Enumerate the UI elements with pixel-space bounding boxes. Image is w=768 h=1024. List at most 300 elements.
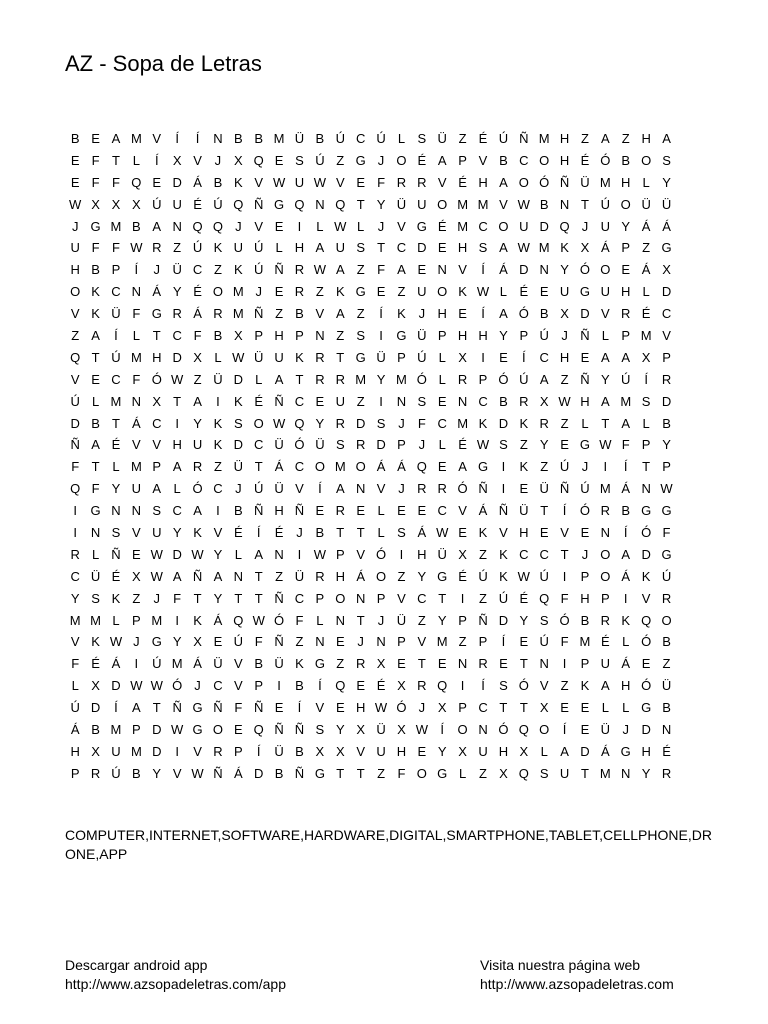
grid-letter: A	[111, 131, 121, 146]
grid-letter: R	[600, 503, 611, 519]
grid-letter: D	[111, 678, 121, 694]
grid-row	[65, 588, 705, 610]
grid-letter: I	[460, 678, 465, 694]
grid-letter: M	[396, 371, 407, 387]
grid-letter: B	[274, 765, 284, 781]
grid-letter: T	[601, 415, 610, 431]
grid-letter: W	[599, 437, 612, 453]
grid-letter: R	[600, 612, 611, 628]
grid-letter: V	[397, 590, 406, 606]
grid-letter: V	[641, 590, 651, 606]
grid-letter: H	[274, 328, 284, 344]
grid-letter: A	[662, 131, 671, 146]
grid-letter: W	[171, 371, 184, 387]
grid-letter: Ó	[274, 612, 285, 628]
grid-letter: X	[539, 700, 549, 716]
grid-letter: Z	[213, 262, 222, 278]
grid-letter: D	[519, 262, 529, 278]
grid-letter: E	[376, 284, 386, 300]
grid-letter: R	[335, 415, 345, 431]
grid-letter: N	[355, 590, 366, 606]
grid-letter: Y	[662, 437, 671, 453]
grid-letter: Ú	[621, 371, 631, 387]
grid-letter: M	[579, 634, 591, 650]
grid-letter: W	[191, 546, 204, 562]
grid-letter: X	[539, 393, 549, 409]
grid-letter: G	[90, 218, 101, 234]
grid-letter: É	[193, 196, 202, 212]
grid-letter: Ñ	[213, 765, 223, 781]
grid-letter: Í	[562, 722, 567, 738]
grid-letter: W	[272, 174, 286, 190]
grid-letter: W	[69, 196, 82, 212]
grid-letter: F	[193, 328, 202, 344]
grid-letter: B	[295, 743, 304, 759]
grid-letter: K	[233, 262, 243, 278]
grid-letter: Ü	[376, 722, 386, 738]
grid-letter: W	[313, 174, 327, 190]
grid-letter: M	[538, 131, 550, 146]
grid-letter: I	[603, 459, 608, 475]
grid-letter: E	[641, 656, 651, 672]
grid-letter: F	[91, 481, 100, 497]
grid-letter: Q	[70, 481, 81, 497]
grid-letter: E	[539, 525, 549, 541]
grid-letter: C	[111, 284, 121, 300]
grid-letter: É	[580, 152, 590, 168]
grid-letter: E	[397, 503, 406, 519]
grid-letter: M	[130, 459, 142, 475]
grid-letter: Ú	[519, 371, 529, 387]
grid-letter: L	[275, 240, 283, 256]
grid-letter: K	[499, 546, 508, 562]
grid-letter: T	[112, 152, 120, 168]
grid-letter: Ú	[213, 196, 223, 212]
grid-letter: M	[620, 393, 632, 409]
grid-row	[65, 741, 705, 763]
grid-letter: B	[315, 525, 325, 541]
grid-letter: Í	[114, 700, 118, 716]
grid-letter: É	[458, 437, 467, 453]
grid-letter: A	[621, 546, 631, 562]
grid-letter: J	[194, 678, 201, 694]
grid-letter: É	[478, 131, 488, 146]
grid-letter: E	[70, 152, 80, 168]
grid-letter: T	[438, 590, 447, 606]
grid-letter: Ó	[498, 722, 509, 738]
grid-letter: Z	[642, 240, 651, 256]
grid-letter: V	[437, 174, 447, 190]
grid-row	[65, 719, 705, 741]
grid-letter: S	[111, 525, 121, 541]
grid-letter: R	[172, 306, 182, 322]
grid-letter: W	[109, 634, 123, 650]
grid-letter: D	[152, 743, 162, 759]
grid-letter: Z	[275, 568, 284, 584]
grid-letter: T	[193, 590, 202, 606]
grid-letter: X	[132, 196, 141, 212]
grid-letter: A	[254, 546, 264, 562]
grid-letter: R	[355, 437, 366, 453]
grid-letter: E	[70, 174, 80, 190]
grid-letter: É	[458, 568, 467, 584]
grid-row	[65, 150, 705, 172]
grid-letter: I	[277, 678, 281, 694]
grid-letter: Y	[335, 722, 345, 738]
grid-letter: T	[336, 349, 345, 365]
grid-letter: J	[214, 152, 222, 168]
grid-letter: L	[622, 700, 630, 716]
grid-letter: C	[294, 459, 305, 475]
grid-letter: U	[600, 218, 611, 234]
grid-letter: Q	[233, 196, 244, 212]
grid-letter: U	[70, 240, 80, 256]
grid-letter: E	[417, 743, 427, 759]
grid-letter: Á	[621, 568, 631, 584]
grid-letter: Ó	[192, 481, 203, 497]
grid-letter: C	[254, 437, 264, 453]
grid-letter: G	[355, 152, 366, 168]
grid-letter: N	[396, 393, 407, 409]
grid-row	[65, 259, 705, 281]
grid-letter: B	[91, 262, 100, 278]
grid-letter: G	[437, 765, 448, 781]
grid-letter: G	[90, 503, 101, 519]
grid-letter: O	[600, 546, 611, 562]
grid-letter: M	[436, 634, 448, 650]
grid-letter: Ú	[580, 481, 590, 497]
grid-letter: J	[235, 481, 242, 497]
grid-letter: D	[70, 415, 80, 431]
grid-letter: E	[274, 152, 284, 168]
grid-letter: Ñ	[294, 722, 305, 738]
grid-letter: G	[620, 743, 631, 759]
grid-letter: J	[581, 546, 589, 562]
grid-letter: R	[661, 590, 672, 606]
grid-letter: Q	[518, 722, 529, 738]
grid-letter: Ü	[294, 568, 305, 584]
grid-letter: Ñ	[70, 437, 80, 453]
grid-letter: Q	[212, 218, 223, 234]
footer-website-link[interactable]: http://www.azsopadeletras.com	[480, 976, 674, 992]
grid-letter: Z	[356, 393, 365, 409]
grid-letter: J	[133, 634, 140, 650]
grid-letter: L	[601, 700, 609, 716]
grid-letter: Z	[397, 284, 406, 300]
grid-letter: X	[662, 262, 671, 278]
grid-row	[65, 347, 705, 369]
grid-row	[65, 763, 705, 785]
grid-letter: D	[539, 218, 549, 234]
grid-row	[65, 566, 705, 588]
grid-letter: Ú	[539, 634, 549, 650]
grid-letter: E	[356, 503, 365, 519]
grid-letter: N	[335, 612, 345, 628]
grid-letter: Ü	[315, 437, 325, 453]
grid-letter: X	[132, 568, 141, 584]
grid-letter: V	[458, 262, 467, 278]
grid-letter: Ó	[539, 174, 550, 190]
grid-letter: B	[213, 328, 223, 344]
grid-letter: J	[296, 525, 303, 541]
grid-letter: C	[111, 371, 121, 387]
grid-letter: L	[132, 328, 140, 344]
grid-letter: D	[641, 722, 651, 738]
grid-letter: N	[315, 634, 325, 650]
grid-letter: Ü	[641, 196, 651, 212]
grid-letter: A	[601, 393, 610, 409]
grid-letter: Z	[193, 371, 202, 387]
grid-letter: X	[356, 722, 365, 738]
grid-letter: Á	[193, 174, 202, 190]
grid-row	[65, 413, 705, 435]
grid-letter: F	[662, 525, 671, 541]
grid-letter: H	[519, 525, 529, 541]
grid-letter: N	[641, 481, 651, 497]
grid-letter: M	[232, 284, 244, 300]
grid-letter: Q	[335, 196, 346, 212]
grid-letter: Ó	[457, 481, 468, 497]
grid-letter: U	[172, 196, 182, 212]
grid-letter: L	[642, 415, 650, 431]
grid-letter: R	[315, 568, 325, 584]
grid-letter: G	[396, 328, 407, 344]
grid-letter: L	[459, 765, 467, 781]
grid-letter: Ú	[254, 262, 264, 278]
grid-letter: Ú	[498, 131, 509, 146]
grid-letter: R	[355, 656, 366, 672]
grid-letter: Ó	[579, 503, 591, 519]
grid-letter: A	[172, 568, 182, 584]
grid-letter: B	[254, 656, 264, 672]
grid-letter: Ü	[396, 196, 407, 212]
grid-letter: D	[152, 722, 162, 738]
grid-letter: Í	[623, 459, 628, 475]
grid-letter: C	[172, 328, 182, 344]
grid-letter: Í	[481, 262, 485, 278]
grid-letter: Í	[379, 306, 383, 322]
grid-letter: X	[193, 349, 202, 365]
grid-letter: F	[91, 240, 100, 256]
grid-letter: P	[397, 634, 406, 650]
grid-letter: Ú	[111, 349, 121, 365]
grid-letter: N	[233, 568, 244, 584]
grid-letter: T	[377, 240, 386, 256]
grid-letter: W	[334, 218, 347, 234]
grid-letter: Ú	[254, 240, 264, 256]
grid-letter: Ó	[151, 371, 162, 387]
grid-letter: Y	[152, 765, 162, 781]
grid-letter: D	[641, 546, 651, 562]
grid-letter: N	[131, 393, 142, 409]
grid-letter: H	[559, 349, 570, 365]
grid-letter: Ó	[396, 700, 407, 716]
grid-letter: G	[314, 656, 325, 672]
word-list: COMPUTER,INTERNET,SOFTWARE,HARDWARE,DIGITAL,SMARTPHONE,TABLET,CELLPHONE,DRONE,APP	[65, 827, 712, 862]
grid-letter: É	[233, 525, 243, 541]
grid-letter: K	[213, 415, 223, 431]
grid-letter: P	[111, 262, 121, 278]
grid-letter: Í	[297, 700, 302, 716]
grid-letter: P	[295, 328, 304, 344]
grid-letter: T	[336, 525, 345, 541]
grid-letter: Ó	[641, 634, 652, 650]
grid-letter: E	[233, 722, 243, 738]
grid-letter: É	[254, 393, 264, 409]
grid-letter: C	[355, 131, 366, 146]
grid-letter: T	[254, 459, 263, 475]
grid-row	[65, 325, 705, 347]
grid-letter: Z	[479, 765, 487, 781]
grid-letter: D	[580, 743, 590, 759]
grid-letter: E	[417, 262, 427, 278]
grid-letter: I	[73, 503, 77, 519]
grid-letter: D	[233, 437, 244, 453]
grid-letter: J	[71, 218, 79, 234]
grid-letter: D	[172, 174, 182, 190]
grid-letter: M	[130, 743, 142, 759]
grid-letter: T	[356, 525, 365, 541]
grid-letter: K	[641, 568, 651, 584]
grid-letter: E	[356, 174, 365, 190]
grid-letter: B	[662, 700, 671, 716]
grid-letter: Ú	[559, 459, 570, 475]
grid-letter: P	[641, 437, 651, 453]
grid-letter: F	[234, 700, 243, 716]
grid-letter: A	[315, 240, 325, 256]
grid-letter: Ú	[233, 634, 244, 650]
grid-letter: K	[91, 634, 100, 650]
grid-letter: O	[498, 218, 509, 234]
grid-letter: Q	[233, 612, 244, 628]
grid-letter: Í	[481, 306, 485, 322]
grid-letter: L	[642, 174, 650, 190]
grid-letter: P	[376, 590, 386, 606]
grid-letter: R	[539, 415, 549, 431]
grid-letter: P	[152, 459, 162, 475]
grid-letter: M	[457, 196, 469, 212]
footer-app-link[interactable]: http://www.azsopadeletras.com/app	[65, 976, 287, 992]
grid-letter: V	[539, 678, 549, 694]
grid-letter: L	[255, 371, 263, 387]
grid-letter: É	[111, 437, 121, 453]
grid-letter: R	[213, 306, 223, 322]
grid-letter: X	[91, 678, 100, 694]
grid-letter: Ñ	[274, 634, 284, 650]
grid-letter: B	[295, 678, 304, 694]
grid-letter: H	[396, 743, 407, 759]
grid-letter: Ü	[274, 481, 284, 497]
grid-letter: F	[173, 590, 182, 606]
grid-letter: I	[562, 656, 567, 672]
grid-letter: Y	[172, 284, 182, 300]
grid-letter: H	[580, 393, 590, 409]
grid-letter: P	[458, 152, 467, 168]
grid-letter: H	[641, 743, 651, 759]
grid-letter: M	[110, 393, 122, 409]
grid-letter: Z	[458, 634, 467, 650]
grid-letter: M	[355, 371, 367, 387]
grid-letter: R	[437, 481, 447, 497]
grid-row	[65, 281, 705, 303]
grid-letter: Q	[641, 612, 652, 628]
grid-letter: P	[519, 328, 529, 344]
grid-letter: J	[622, 722, 629, 738]
grid-letter: M	[130, 349, 142, 365]
grid-letter: F	[621, 437, 630, 453]
grid-letter: M	[151, 612, 163, 628]
grid-letter: P	[662, 349, 671, 365]
grid-letter: Z	[458, 131, 467, 146]
grid-letter: Á	[356, 568, 365, 584]
grid-letter: P	[132, 722, 141, 738]
grid-letter: M	[599, 765, 611, 781]
grid-letter: É	[91, 656, 100, 672]
grid-letter: O	[314, 459, 325, 475]
grid-letter: T	[540, 503, 549, 519]
grid-letter: F	[295, 612, 304, 628]
grid-letter: K	[621, 612, 631, 628]
grid-letter: Z	[213, 459, 222, 475]
grid-letter: R	[417, 174, 427, 190]
grid-letter: O	[539, 152, 550, 168]
grid-letter: E	[437, 393, 447, 409]
grid-letter: U	[152, 525, 162, 541]
grid-letter: P	[70, 765, 80, 781]
grid-letter: Ü	[111, 306, 121, 322]
grid-letter: Ú	[600, 196, 611, 212]
grid-letter: J	[377, 218, 385, 234]
grid-letter: V	[417, 634, 427, 650]
grid-letter: L	[377, 525, 385, 541]
grid-letter: U	[417, 284, 427, 300]
grid-letter: Q	[437, 678, 448, 694]
grid-letter: G	[355, 349, 366, 365]
grid-letter: V	[254, 174, 264, 190]
grid-letter: B	[233, 131, 243, 146]
grid-letter: T	[112, 415, 120, 431]
grid-letter: T	[417, 656, 426, 672]
grid-letter: W	[130, 678, 143, 694]
grid-letter: X	[499, 765, 508, 781]
grid-letter: Á	[601, 240, 610, 256]
grid-letter: T	[234, 590, 243, 606]
grid-letter: Ó	[600, 152, 611, 168]
grid-letter: Ñ	[559, 481, 570, 497]
grid-letter: Á	[376, 459, 386, 475]
grid-letter: O	[600, 568, 611, 584]
grid-letter: F	[560, 590, 569, 606]
grid-letter: Ó	[416, 371, 427, 387]
grid-letter: S	[91, 590, 100, 606]
grid-letter: E	[91, 371, 100, 387]
grid-letter: B	[132, 218, 141, 234]
grid-letter: I	[297, 546, 302, 562]
grid-letter: E	[580, 700, 590, 716]
grid-letter: V	[356, 743, 365, 759]
grid-letter: E	[274, 218, 284, 234]
grid-letter: K	[193, 612, 202, 628]
grid-letter: A	[213, 568, 223, 584]
grid-letter: A	[152, 218, 162, 234]
grid-letter: D	[498, 612, 509, 628]
grid-letter: L	[397, 131, 406, 146]
grid-letter: A	[193, 393, 202, 409]
grid-letter: Z	[417, 612, 426, 628]
grid-letter: S	[499, 437, 508, 453]
grid-letter: V	[662, 328, 671, 344]
grid-letter: M	[232, 306, 244, 322]
